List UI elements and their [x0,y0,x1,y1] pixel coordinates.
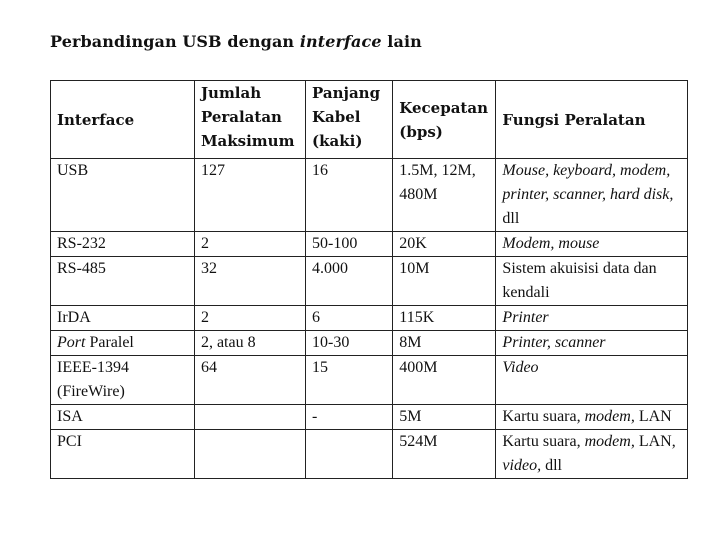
cell-function [496,331,688,356]
header-speed: Kecepatan (bps) [393,81,496,159]
cell-interface [51,331,195,356]
interface-italic: Port [57,334,86,351]
cell-function [496,405,688,430]
cell-speed: 10M [393,257,496,306]
function-italic: modem, [584,408,635,425]
function-italic: Mouse, keyboard, modem, printer, scanner, hard disk, [502,162,674,203]
cell-speed: 1.5M, 12M, 480M [393,159,496,232]
cell-max-devices: 127 [194,159,305,232]
cell-cable-length [306,430,393,479]
function-plain: Kartu suara, [502,433,585,450]
function-italic: Printer [502,309,549,326]
cell-speed: 400M [393,356,496,405]
table-row [51,306,688,331]
table-header-row [51,81,688,159]
cell-cable-length: 50-100 [306,232,393,257]
cell-max-devices: 2, atau 8 [194,331,305,356]
cell-max-devices [194,405,305,430]
function-italic: video, [502,457,542,474]
cell-speed: 20K [393,232,496,257]
function-plain: dll [502,210,520,227]
cell-cable-length: 10-30 [306,331,393,356]
table-row [51,430,688,479]
function-italic: modem, [584,433,635,450]
cell-interface: IrDA [51,306,195,331]
cell-cable-length: - [306,405,393,430]
cell-function [496,430,688,479]
cell-speed: 5M [393,405,496,430]
header-interface: Interface [51,81,195,159]
function-italic: Printer, scanner [502,334,606,351]
header-cable-length: Panjang Kabel (kaki) [306,81,393,159]
cell-function: Sistem akuisisi data dan kendali [496,257,688,306]
cell-function [496,306,688,331]
cell-cable-length: 15 [306,356,393,405]
table-row [51,405,688,430]
cell-speed: 524M [393,430,496,479]
header-function: Fungsi Peralatan [496,81,688,159]
function-plain: dll [541,457,562,474]
function-italic: Video [502,359,539,376]
function-plain: Kartu suara, [502,408,585,425]
title-suffix: lain [381,32,422,51]
cell-function [496,159,688,232]
table-row [51,232,688,257]
table-row [51,257,688,306]
cell-interface: USB [51,159,195,232]
cell-interface: IEEE-1394 (FireWire) [51,356,195,405]
cell-interface: PCI [51,430,195,479]
function-plain: LAN, [634,433,676,450]
header-max-devices: Jumlah Peralatan Maksimum [194,81,305,159]
document-title [50,32,422,51]
cell-speed: 115K [393,306,496,331]
comparison-table [50,80,688,479]
cell-interface: RS-232 [51,232,195,257]
function-italic: Modem, mouse [502,235,600,252]
cell-max-devices: 32 [194,257,305,306]
cell-function [496,356,688,405]
function-plain: LAN [634,408,672,425]
cell-speed: 8M [393,331,496,356]
table-row [51,356,688,405]
table-row [51,159,688,232]
cell-function [496,232,688,257]
cell-max-devices [194,430,305,479]
interface-plain: Paralel [85,334,134,351]
cell-interface: RS-485 [51,257,195,306]
cell-max-devices: 2 [194,306,305,331]
cell-cable-length: 16 [306,159,393,232]
table-row [51,331,688,356]
cell-cable-length: 4.000 [306,257,393,306]
cell-max-devices: 64 [194,356,305,405]
cell-max-devices: 2 [194,232,305,257]
title-prefix: Perbandingan USB dengan [50,32,300,51]
title-italic-word: interface [299,32,382,51]
cell-interface: ISA [51,405,195,430]
cell-cable-length: 6 [306,306,393,331]
